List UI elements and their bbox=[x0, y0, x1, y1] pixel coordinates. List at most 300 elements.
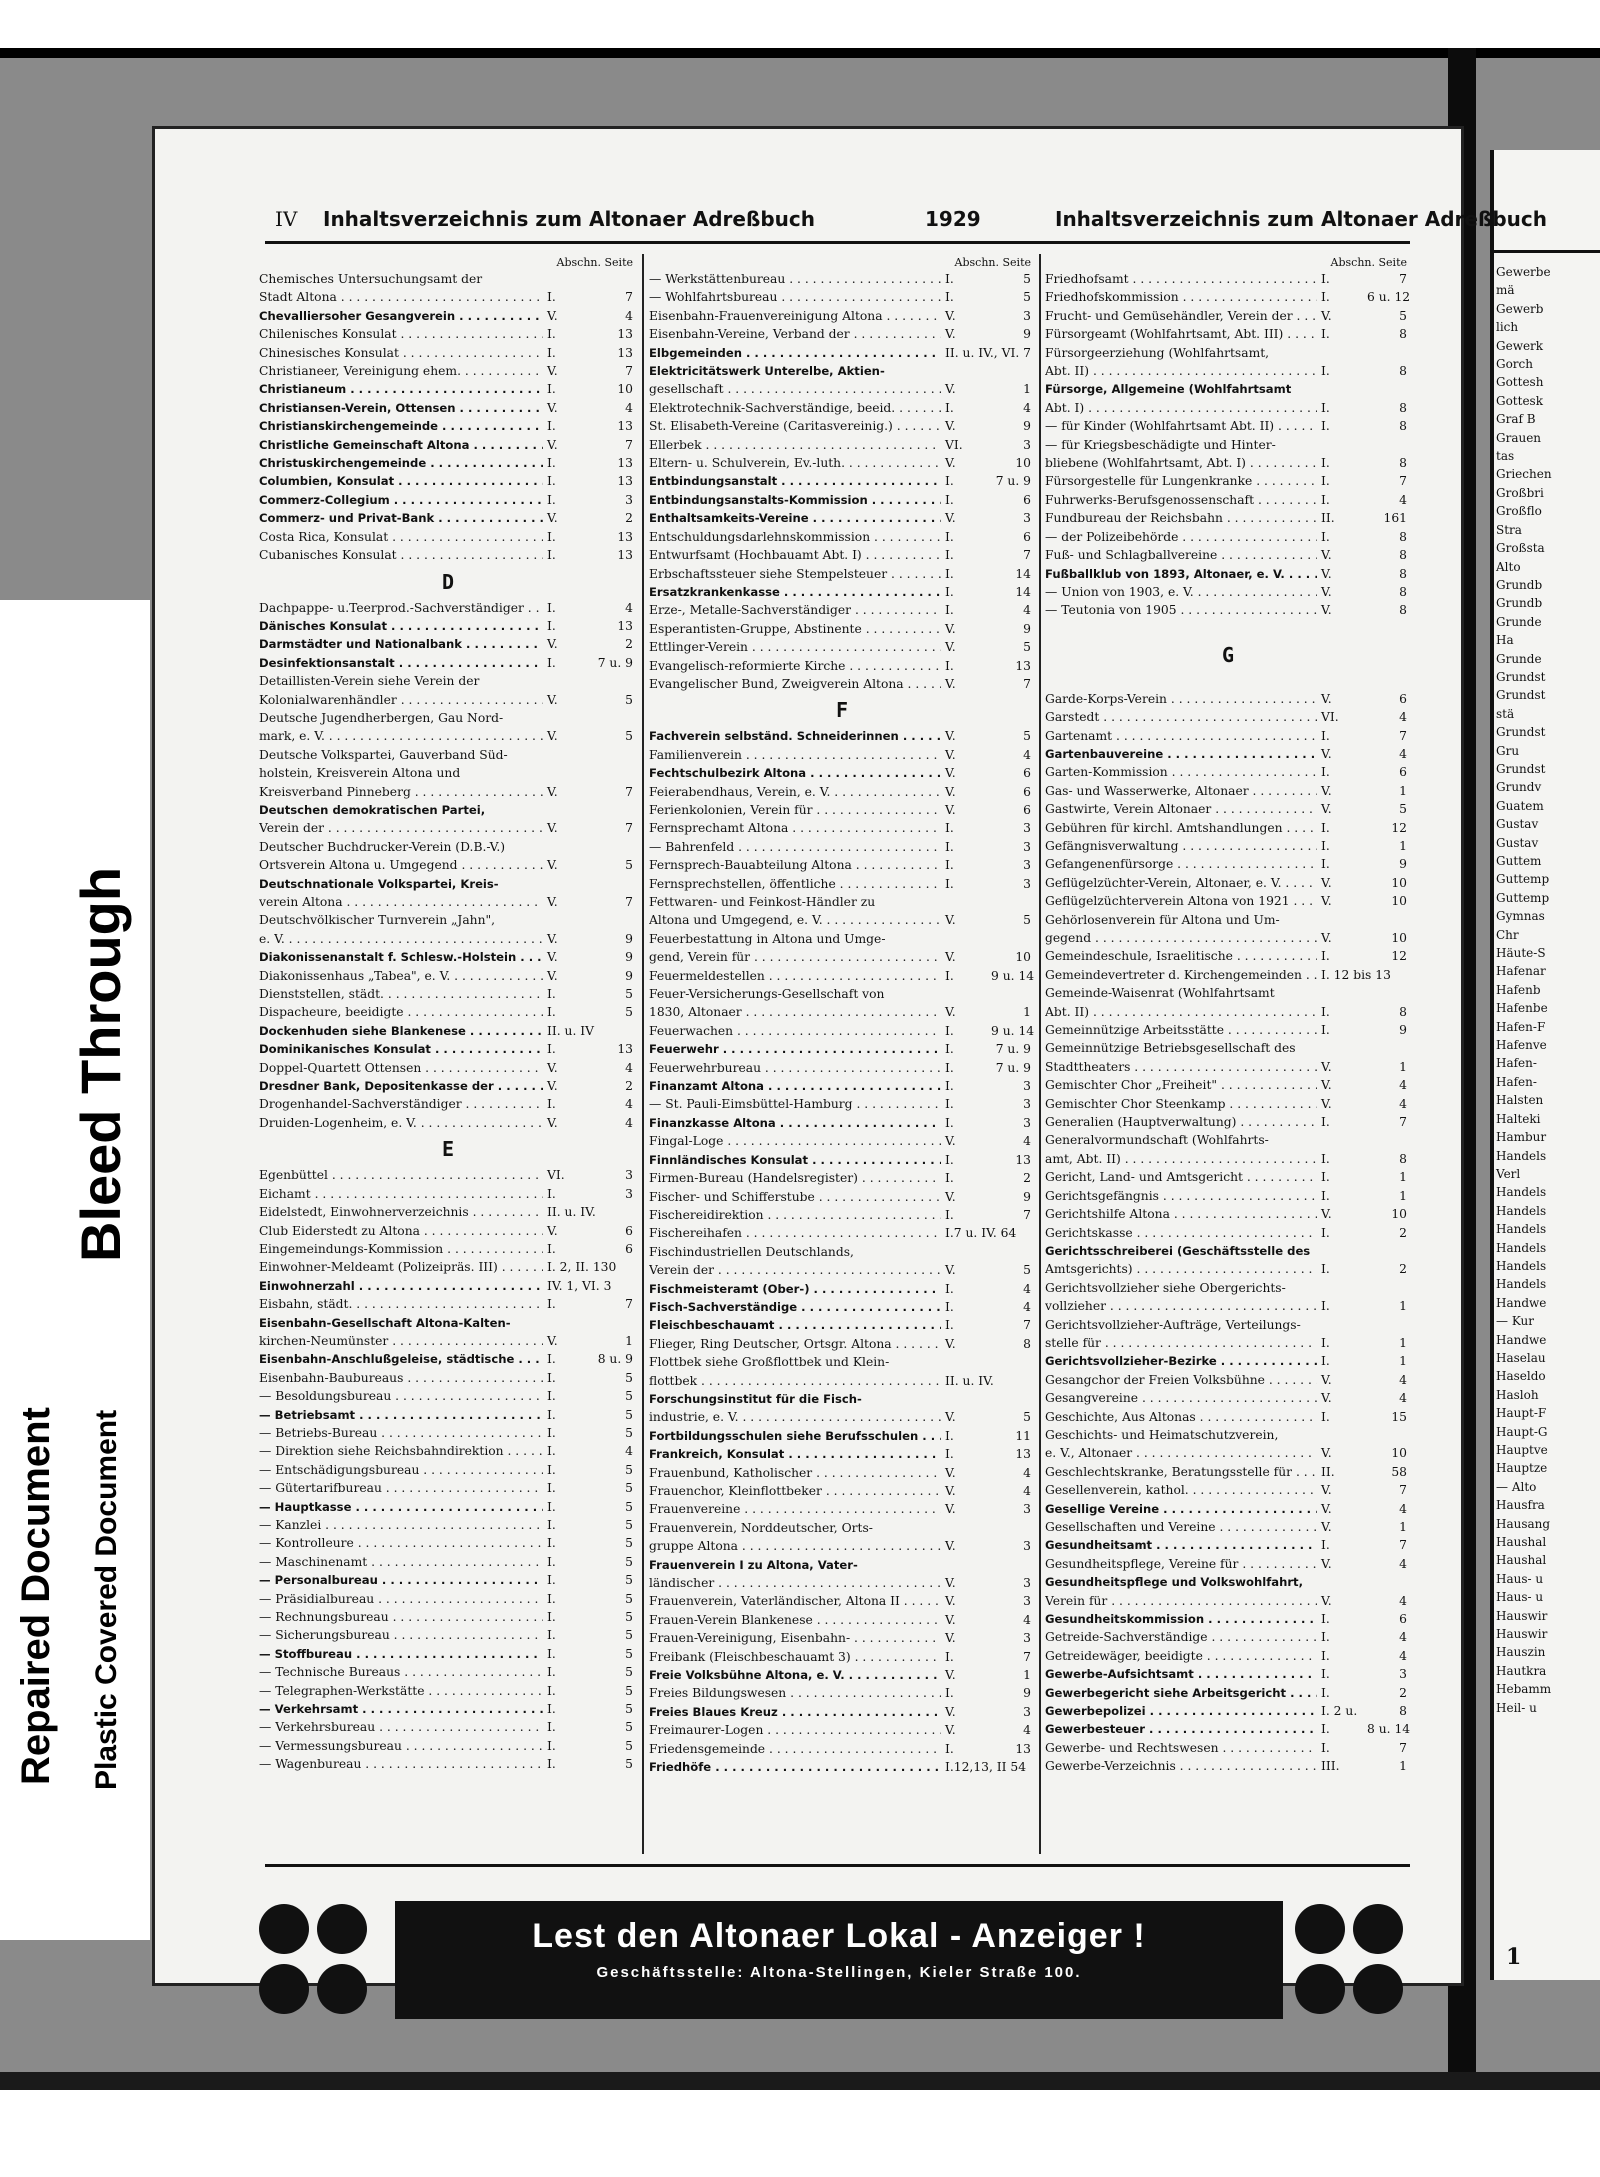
entry-section: I. bbox=[945, 1097, 954, 1112]
entry-page: 4 bbox=[1399, 1501, 1407, 1516]
entry-page: 6 bbox=[625, 1241, 633, 1256]
entry-page: 8 bbox=[1399, 566, 1407, 581]
entry-page: 6 bbox=[1023, 492, 1031, 507]
entry-section: I. bbox=[547, 1757, 556, 1772]
entry-section bbox=[1317, 1426, 1367, 1444]
entry-name: Gemeinnützige Arbeitsstätte . . . bbox=[1045, 1021, 1317, 1039]
facing-page-line: Häute-S bbox=[1496, 946, 1546, 961]
entry-name: Enthaltsamkeits-Vereine . . . bbox=[649, 509, 941, 527]
entry-section bbox=[1317, 1242, 1367, 1260]
entry-page: 6 bbox=[1023, 784, 1031, 799]
index-entry bbox=[649, 911, 1035, 929]
colhead-page: Seite bbox=[1002, 256, 1031, 269]
entry-page: 8 bbox=[1399, 1151, 1407, 1166]
index-entry bbox=[1045, 763, 1411, 781]
decor-dot bbox=[317, 1964, 367, 2014]
index-entry bbox=[259, 1700, 637, 1718]
entry-page: 4 bbox=[1399, 1593, 1407, 1608]
entry-section: I. bbox=[945, 492, 954, 507]
facing-page-line: Hambur bbox=[1496, 1130, 1547, 1145]
entry-name: e. V., Altonaer . . . bbox=[1045, 1444, 1317, 1462]
entry-page: 1 bbox=[1399, 1335, 1407, 1350]
entry-page: 10 bbox=[1391, 1207, 1407, 1222]
entry-name: — Kanzlei . . . bbox=[259, 1516, 543, 1534]
entry-section: I. bbox=[547, 1738, 556, 1753]
entry-page: 9 bbox=[625, 950, 633, 965]
entry-page: 4 bbox=[1399, 1372, 1407, 1387]
index-entry bbox=[259, 1442, 637, 1460]
index-entry bbox=[1045, 745, 1411, 763]
entry-page: 3 bbox=[1023, 1079, 1031, 1094]
index-entry bbox=[649, 1003, 1035, 1021]
index-entry bbox=[649, 1335, 1035, 1353]
section-letter: E bbox=[441, 1137, 455, 1162]
index-entry bbox=[1045, 325, 1411, 343]
index-entry bbox=[259, 325, 637, 343]
entry-page: 13 bbox=[617, 327, 633, 342]
entry-name: Fundbureau der Reichsbahn . . . bbox=[1045, 509, 1317, 527]
facing-page-line: Grundb bbox=[1496, 577, 1543, 592]
entry-page: 8 bbox=[1399, 529, 1407, 544]
index-entry bbox=[649, 1280, 1035, 1298]
entry-name: Detaillisten-Verein siehe Verein der bbox=[259, 674, 480, 689]
entry-name: Gemeindevertreter d. Kirchengemeinden . . . bbox=[1045, 966, 1317, 984]
entry-name: Verein für . . . bbox=[1045, 1592, 1317, 1610]
index-entry bbox=[259, 1258, 637, 1276]
entry-section: I. bbox=[1321, 1262, 1330, 1277]
index-entry bbox=[1045, 1242, 1411, 1260]
entry-section: V. bbox=[1321, 1556, 1332, 1571]
index-entry bbox=[259, 746, 637, 764]
entry-name: — St. Pauli-Eimsbüttel-Hamburg . . . bbox=[649, 1095, 941, 1113]
entry-page: 3 bbox=[1023, 1502, 1031, 1517]
entry-name: — Sicherungsbureau . . . bbox=[259, 1626, 543, 1644]
entry-section: I. bbox=[547, 1610, 556, 1625]
entry-section: I. bbox=[945, 1281, 954, 1296]
entry-section: I. bbox=[547, 1683, 556, 1698]
index-entry bbox=[259, 1314, 637, 1332]
entry-page: 5 bbox=[1023, 1410, 1031, 1425]
entry-page bbox=[593, 801, 637, 819]
index-entry bbox=[1045, 892, 1411, 910]
entry-section: I. bbox=[547, 492, 556, 507]
entry-section: VI. bbox=[547, 1168, 565, 1183]
entry-name: Gericht, Land- und Amtsgericht . . . bbox=[1045, 1168, 1317, 1186]
entry-name: Gewerbe-Aufsichtsamt . . . bbox=[1045, 1665, 1317, 1683]
entry-page: 4 bbox=[1399, 492, 1407, 507]
index-entry bbox=[649, 1427, 1035, 1445]
entry-page: 1 bbox=[1023, 382, 1031, 397]
entry-page: 5 bbox=[1023, 272, 1031, 286]
entry-page: 7 bbox=[625, 821, 633, 836]
index-entry bbox=[1045, 966, 1411, 984]
entry-section: I. bbox=[945, 566, 954, 581]
facing-page-line: Heil- u bbox=[1496, 1700, 1537, 1715]
entry-name: verein Altona . . . bbox=[259, 893, 543, 911]
entry-page: 5 bbox=[1023, 913, 1031, 928]
index-entry bbox=[259, 1095, 637, 1113]
index-entry bbox=[649, 509, 1035, 527]
entry-section: I. bbox=[945, 1115, 954, 1130]
entry-section: I. bbox=[945, 1299, 954, 1314]
entry-page bbox=[1367, 1039, 1411, 1057]
index-entry bbox=[259, 1553, 637, 1571]
entry-name: industrie, e. V. . . . bbox=[649, 1408, 941, 1426]
entry-page: 2 bbox=[1023, 1171, 1031, 1186]
entry-section: V. bbox=[547, 692, 558, 707]
entry-section: I. bbox=[547, 1646, 556, 1661]
entry-page bbox=[593, 1277, 637, 1295]
entry-section bbox=[1317, 436, 1367, 454]
entry-page: 5 bbox=[625, 1005, 633, 1020]
index-entry bbox=[259, 307, 637, 325]
entry-page: 1 bbox=[1399, 1520, 1407, 1534]
entry-page: 8 bbox=[1399, 584, 1407, 599]
entry-section bbox=[543, 838, 593, 856]
index-entry bbox=[259, 399, 637, 417]
entry-name: Gewerbegericht siehe Arbeitsgericht . . . bbox=[1045, 1684, 1317, 1702]
entry-name: — Union von 1903, e. V. . . . bbox=[1045, 583, 1317, 601]
entry-section: I. bbox=[1321, 838, 1330, 853]
entry-name: Dachpappe- u.Teerprod.-Sachverständiger . . . bbox=[259, 599, 543, 617]
index-entry bbox=[649, 1556, 1035, 1574]
index-entry bbox=[1045, 1518, 1411, 1536]
entry-page: 2 bbox=[625, 1079, 633, 1094]
index-entry bbox=[1045, 1095, 1411, 1113]
index-entry bbox=[259, 985, 637, 1003]
entry-section: I. bbox=[945, 272, 954, 286]
entry-page bbox=[991, 1390, 1035, 1408]
entry-name: Fernsprechstellen, öffentliche . . . bbox=[649, 875, 941, 893]
entry-page: 3 bbox=[1023, 1539, 1031, 1554]
entry-page: 7 bbox=[1023, 1649, 1031, 1664]
entry-name: — Präsidialbureau . . . bbox=[259, 1590, 543, 1608]
entry-section: I.12,13, II 54 bbox=[945, 1760, 1027, 1775]
entry-page: 5 bbox=[625, 1518, 633, 1532]
entry-name: Fürsorgestelle für Lungenkranke . . . bbox=[1045, 472, 1317, 490]
entry-section: V. bbox=[945, 382, 956, 397]
facing-page-line: Ha bbox=[1496, 633, 1514, 648]
bottom-rule bbox=[265, 1864, 1410, 1867]
entry-name: Chemisches Untersuchungsamt der bbox=[259, 272, 483, 286]
entry-name: Eisenbahn-Gesellschaft Altona-Kalten- bbox=[259, 1315, 511, 1330]
entry-section: I. bbox=[945, 1042, 954, 1057]
index-entry bbox=[259, 1516, 637, 1534]
entry-page: 5 bbox=[625, 1738, 633, 1753]
entry-page: 5 bbox=[1399, 802, 1407, 817]
entry-page: 3 bbox=[1023, 308, 1031, 323]
entry-section: II. u. IV. bbox=[547, 1205, 596, 1220]
facing-page-line: Gottesk bbox=[1496, 393, 1543, 408]
entry-section: I. bbox=[1321, 419, 1330, 434]
entry-page: 9 bbox=[625, 968, 633, 983]
entry-page: 4 bbox=[1023, 1465, 1031, 1480]
facing-page-line: Hafenve bbox=[1496, 1038, 1547, 1053]
entry-name: ländischer . . . bbox=[649, 1574, 941, 1592]
entry-section: V. bbox=[945, 1704, 956, 1719]
index-entry bbox=[259, 1755, 637, 1773]
entry-name: Gerichtsvollzieher-Bezirke . . . bbox=[1045, 1352, 1317, 1370]
entry-page: 13 bbox=[1015, 1741, 1031, 1756]
entry-name: Fürsorge, Allgemeine (Wohlfahrtsamt bbox=[1045, 382, 1292, 397]
index-entry bbox=[1045, 819, 1411, 837]
entry-page bbox=[991, 1353, 1035, 1371]
index-entry bbox=[259, 1461, 637, 1479]
entry-name: Entschuldungsdarlehnskommission . . . bbox=[649, 528, 941, 546]
entry-name: Geflügelzüchter-Verein, Altonaer, e. V. . . . bbox=[1045, 874, 1317, 892]
entry-page: 5 bbox=[1023, 640, 1031, 655]
entry-section: V. bbox=[945, 676, 956, 691]
index-entry bbox=[259, 546, 637, 564]
index-entry bbox=[259, 1040, 637, 1058]
entry-name: Verein der . . . bbox=[649, 1261, 941, 1279]
facing-page-line: Gustav bbox=[1496, 817, 1539, 832]
entry-name: Gefängnisverwaltung . . . bbox=[1045, 837, 1317, 855]
entry-name: Elektrotechnik-Sachverständige, beeid. . . . bbox=[649, 399, 941, 417]
facing-page-line: Handels bbox=[1496, 1222, 1547, 1237]
entry-section: V. bbox=[547, 637, 558, 652]
index-column-2 bbox=[649, 254, 1035, 1777]
entry-name: flottbek . . . bbox=[649, 1372, 941, 1390]
label-plastic-covered: Plastic Covered Document bbox=[90, 1409, 123, 1790]
colhead-section: Abschn. bbox=[556, 256, 601, 269]
entry-section: V. bbox=[945, 640, 956, 655]
index-entry bbox=[1045, 1720, 1411, 1738]
entry-page: 7 bbox=[1399, 1483, 1407, 1498]
entry-section: I. bbox=[945, 876, 954, 891]
entry-page bbox=[1367, 1316, 1411, 1334]
entry-name: — Personalbureau . . . bbox=[259, 1571, 543, 1589]
entry-name: Eingemeindungs-Kommission . . . bbox=[259, 1240, 543, 1258]
entry-page: 3 bbox=[1023, 1704, 1031, 1719]
entry-page: 7 bbox=[625, 364, 633, 379]
entry-page: 5 bbox=[625, 1462, 633, 1477]
entry-page: 7 bbox=[1023, 345, 1031, 360]
entry-name: Fernsprechamt Altona . . . bbox=[649, 819, 941, 837]
index-entry bbox=[649, 1316, 1035, 1334]
entry-section: V. bbox=[1321, 931, 1332, 945]
entry-page: 13 bbox=[617, 456, 633, 471]
entry-section bbox=[941, 1243, 991, 1261]
entry-name: Feuerbestattung in Altona und Umge- bbox=[649, 931, 886, 946]
entry-name: Eidelstedt, Einwohnerverzeichnis . . . bbox=[259, 1203, 543, 1221]
index-entry bbox=[259, 362, 637, 380]
entry-section: I. bbox=[945, 529, 954, 544]
index-entry bbox=[649, 417, 1035, 435]
index-entry bbox=[259, 1240, 637, 1258]
entry-page: 4 bbox=[1399, 1078, 1407, 1093]
entry-name: Gesundheitsamt . . . bbox=[1045, 1536, 1317, 1554]
index-entry bbox=[1045, 1536, 1411, 1554]
entry-section: I. bbox=[1321, 1648, 1330, 1663]
entry-section: I. bbox=[1321, 820, 1330, 835]
entry-name: Fischereihafen . . . bbox=[649, 1224, 941, 1242]
index-entry bbox=[1045, 874, 1411, 892]
facing-page-line: Halsten bbox=[1496, 1093, 1544, 1108]
entry-page: 8 bbox=[1399, 548, 1407, 563]
entry-name: — Direktion siehe Reichsbahndirektion . . . bbox=[259, 1442, 543, 1460]
entry-section: I. bbox=[547, 1186, 556, 1201]
index-entry bbox=[649, 399, 1035, 417]
index-entry bbox=[649, 1629, 1035, 1647]
index-entry bbox=[649, 620, 1035, 638]
entry-page: 5 bbox=[1023, 290, 1031, 305]
column-spacer bbox=[1045, 672, 1411, 690]
entry-section: V. bbox=[945, 913, 956, 928]
entry-page: 7 bbox=[625, 784, 633, 799]
entry-page: 1 bbox=[1023, 1668, 1031, 1683]
index-entry bbox=[259, 819, 637, 837]
index-entry bbox=[259, 1479, 637, 1497]
facing-page-line: Hafen- bbox=[1496, 1074, 1537, 1089]
entry-page: 5 bbox=[625, 1628, 633, 1643]
index-column-3 bbox=[1045, 254, 1411, 1776]
entry-name: — Wagenbureau . . . bbox=[259, 1755, 543, 1773]
entry-section: V. bbox=[945, 766, 956, 781]
entry-name: Gebühren für kirchl. Amtshandlungen . . . bbox=[1045, 819, 1317, 837]
facing-page-line: Hauswir bbox=[1496, 1627, 1548, 1642]
entry-name: Gesundheitspflege und Volkswohlfahrt, bbox=[1045, 1575, 1303, 1590]
entry-section: V. bbox=[1321, 894, 1332, 909]
entry-section: I. bbox=[1321, 1354, 1330, 1369]
entry-name: kirchen-Neumünster . . . bbox=[259, 1332, 543, 1350]
entry-section: I. bbox=[945, 1428, 954, 1443]
index-entry bbox=[649, 727, 1035, 745]
entry-section: I. bbox=[1321, 1630, 1330, 1645]
facing-page-lines bbox=[1494, 263, 1600, 1717]
entry-name: Gewerbe-Verzeichnis . . . bbox=[1045, 1757, 1317, 1775]
entry-page: 6 bbox=[1023, 529, 1031, 544]
entry-page: 9 bbox=[1023, 419, 1031, 434]
index-entry bbox=[1045, 1352, 1411, 1370]
entry-section: V. bbox=[1321, 1483, 1332, 1498]
facing-page-line: Hasloh bbox=[1496, 1387, 1539, 1402]
entry-section bbox=[543, 709, 593, 727]
entry-name: Eisenbahn-Anschlußgeleise, städtische . . . bbox=[259, 1350, 543, 1368]
entry-name: Fuhrwerks-Berufsgenossenschaft . . . bbox=[1045, 491, 1317, 509]
entry-name: Getreide-Sachverständige . . . bbox=[1045, 1628, 1317, 1646]
entry-name: Feuerwachen . . . bbox=[649, 1022, 941, 1040]
entry-name: — Besoldungsbureau . . . bbox=[259, 1387, 543, 1405]
index-entry bbox=[649, 985, 1035, 1003]
entry-section: I. bbox=[1321, 1115, 1330, 1130]
entry-page: 1 bbox=[625, 1333, 633, 1348]
entry-page bbox=[593, 764, 637, 782]
index-entry bbox=[649, 1611, 1035, 1629]
entry-section: V. bbox=[547, 308, 558, 323]
entry-page: 3 bbox=[625, 1186, 633, 1201]
entry-section: I. bbox=[547, 1444, 556, 1459]
column-divider-1 bbox=[642, 254, 644, 1854]
entry-name: Generalien (Hauptverwaltung) . . . bbox=[1045, 1113, 1317, 1131]
index-entry bbox=[259, 911, 637, 929]
index-entry bbox=[649, 1721, 1035, 1739]
entry-section: I. bbox=[1321, 492, 1330, 507]
index-entry bbox=[649, 1445, 1035, 1463]
entry-page: 5 bbox=[625, 858, 633, 873]
entry-name: Einwohner-Meldeamt (Polizeipräs. III) . . . bbox=[259, 1258, 543, 1276]
entry-name: Diakonissenanstalt f. Schlesw.-Holstein . . . bbox=[259, 948, 543, 966]
index-entry bbox=[259, 344, 637, 362]
facing-page-line: tas bbox=[1496, 449, 1515, 464]
index-entry bbox=[259, 617, 637, 635]
index-entry bbox=[259, 727, 637, 745]
entry-name: Feuer-Versicherungs-Gesellschaft von bbox=[649, 987, 885, 1002]
entry-name: Garstedt . . . bbox=[1045, 708, 1317, 726]
index-entry bbox=[259, 454, 637, 472]
index-entry bbox=[259, 893, 637, 911]
index-entry bbox=[259, 654, 637, 672]
index-entry bbox=[649, 1243, 1035, 1261]
index-entry bbox=[1045, 1297, 1411, 1315]
entry-name: Feuermeldestellen . . . bbox=[649, 967, 941, 985]
facing-page-line: Hauszin bbox=[1496, 1645, 1546, 1660]
facing-page-line: mä bbox=[1496, 283, 1515, 298]
entry-name: Cubanisches Konsulat . . . bbox=[259, 546, 543, 564]
entry-page: 13 bbox=[617, 474, 633, 489]
index-entry bbox=[1045, 1168, 1411, 1186]
index-entry bbox=[259, 672, 637, 690]
entry-section: II. u. IV. bbox=[945, 1373, 994, 1388]
entry-section: V. bbox=[945, 511, 956, 526]
index-entry bbox=[649, 838, 1035, 856]
entry-page: 8 bbox=[1399, 1004, 1407, 1019]
scan-bottom-edge bbox=[0, 2072, 1600, 2090]
index-entry bbox=[1045, 1003, 1411, 1021]
entry-section: I. bbox=[1321, 857, 1330, 872]
facing-page-line: Handels bbox=[1496, 1277, 1547, 1292]
index-entry bbox=[1045, 362, 1411, 380]
entry-page: 13 bbox=[617, 548, 633, 563]
index-entry bbox=[649, 1151, 1035, 1169]
entry-section: I. 12 bis 13 bbox=[1321, 967, 1391, 982]
entry-page: 7 bbox=[1023, 1318, 1031, 1333]
entry-name: Friedhofskommission . . . bbox=[1045, 288, 1317, 306]
entry-name: Stadt Altona . . . bbox=[259, 288, 543, 306]
facing-page-line: Haseldo bbox=[1496, 1369, 1546, 1384]
index-entry bbox=[649, 380, 1035, 398]
entry-name: Friedhofsamt . . . bbox=[1045, 270, 1317, 288]
entry-page: 4 bbox=[1023, 603, 1031, 618]
entry-name: Gerichtsgefängnis . . . bbox=[1045, 1187, 1317, 1205]
entry-name: holstein, Kreisverein Altona und bbox=[259, 766, 461, 781]
colhead-section: Abschn. bbox=[1330, 256, 1375, 269]
entry-section: I. bbox=[945, 1649, 954, 1664]
entry-section: V. bbox=[1321, 875, 1332, 890]
entry-section: V. bbox=[547, 1115, 558, 1130]
index-entry bbox=[1045, 1684, 1411, 1702]
entry-section: I. bbox=[547, 1370, 556, 1385]
entry-name: — für Kriegsbeschädigte und Hinter- bbox=[1045, 437, 1276, 452]
facing-page-line: lich bbox=[1496, 320, 1519, 335]
entry-name: Gesangvereine . . . bbox=[1045, 1389, 1317, 1407]
entry-page: 10 bbox=[617, 382, 633, 397]
facing-page-line: Hafen- bbox=[1496, 1056, 1537, 1071]
entry-name: Dispacheure, beeidigte . . . bbox=[259, 1003, 543, 1021]
entry-name: Gewerbe- und Rechtswesen . . . bbox=[1045, 1739, 1317, 1757]
entry-name: Christianeum . . . bbox=[259, 380, 543, 398]
entry-name: Einwohnerzahl . . . bbox=[259, 1277, 543, 1295]
facing-page-line: Grundst bbox=[1496, 761, 1546, 776]
facing-page-line: Grundst bbox=[1496, 688, 1546, 703]
entry-section: V. bbox=[945, 1134, 956, 1149]
entry-page: 4 bbox=[625, 308, 633, 323]
facing-page-line: Haus- u bbox=[1496, 1571, 1544, 1586]
entry-section bbox=[1317, 344, 1367, 362]
index-entry bbox=[1045, 1371, 1411, 1389]
entry-name: Firmen-Bureau (Handelsregister) . . . bbox=[649, 1169, 941, 1187]
index-entry bbox=[1045, 800, 1411, 818]
